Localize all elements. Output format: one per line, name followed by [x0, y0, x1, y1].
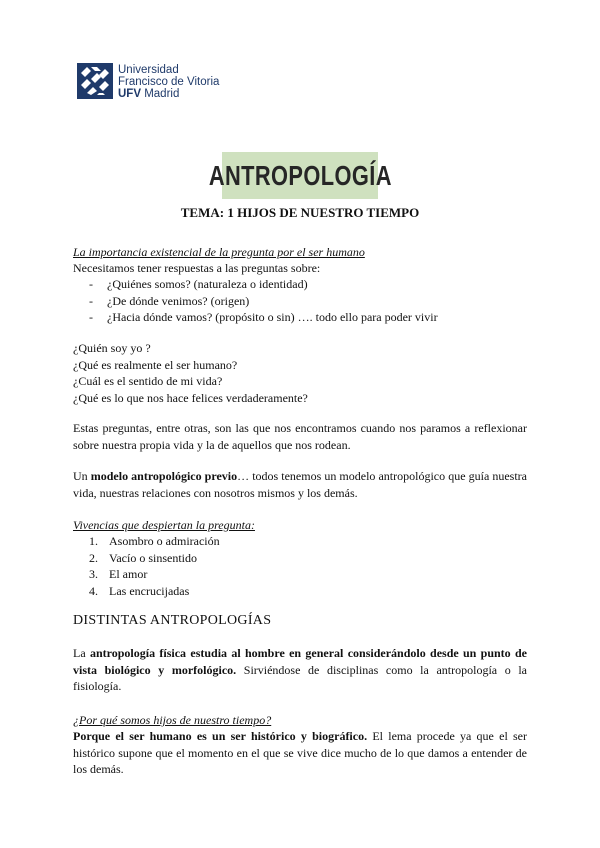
section-heading-importance: La importancia existencial de la pregunta por el ser humano: [73, 245, 365, 259]
list-number: 3.: [89, 567, 98, 581]
text-run: El lema procede ya que el ser histórico supone que el momento en el que se vive dice mucho de lo que damos a entender de los demás.: [73, 729, 528, 776]
questions-dash-list: [89, 276, 438, 326]
logo-line-1: Universidad: [118, 64, 179, 76]
list-item: [89, 583, 220, 600]
university-logo: [77, 63, 227, 103]
list-item: [89, 566, 220, 583]
paragraph-physical-anthropology: [73, 645, 527, 695]
question-line: ¿Quién soy yo ?: [73, 341, 151, 355]
list-item: - ¿Hacia dónde vamos? (propósito o sin) …. todo ello para poder vivir: [89, 309, 438, 326]
bold-text-run: antropología física estudia al hombre en general considerándolo desde un punto de vista biológico y morfológico.: [73, 646, 527, 677]
list-number: 4.: [89, 583, 98, 598]
list-item: [89, 533, 220, 550]
list-text: El amor: [109, 567, 148, 581]
paragraph-historical-being: [73, 728, 527, 778]
text-run: Sirviéndose de disciplinas como la antropología o la fisiología.: [73, 662, 527, 693]
question-line: ¿Qué es realmente el ser humano?: [73, 357, 238, 372]
section-intro: Necesitamos tener respuestas a las preguntas sobre:: [73, 261, 321, 275]
question-line: ¿Cuál es el sentido de mi vida?: [73, 374, 223, 388]
ufv-logo-mark-icon: [77, 63, 113, 99]
list-item: - ¿De dónde venimos? (origen): [89, 293, 438, 310]
logo-line-2: Francisco de Vitoria: [118, 76, 220, 88]
heading-distintas-antropologias: DISTINTAS ANTROPOLOGÍAS: [73, 613, 272, 628]
list-item: - ¿Quiénes somos? (naturaleza o identidad): [89, 276, 438, 293]
list-text: Las encrucijadas: [109, 583, 190, 598]
text-run: La: [73, 646, 90, 660]
question-line: ¿Qué es lo que nos hace felices verdaderamente?: [73, 390, 308, 405]
text-run: Un: [73, 469, 91, 483]
title-banner: [208, 152, 392, 199]
paragraph-model: [73, 468, 527, 501]
questions-block: [73, 340, 527, 406]
page-title: ANTROPOLOGÍA: [208, 159, 392, 191]
bold-text-run: modelo antropológico previo: [90, 469, 238, 483]
logo-ufv: UFV: [118, 88, 141, 100]
bold-text-run: Porque el ser humano es un ser histórico y biográfico.: [73, 729, 368, 743]
list-number: 1.: [89, 534, 98, 548]
paragraph-reflection: Estas preguntas, entre otras, son las que nos encontramos cuando nos paramos a reflexionar sobre nuestra propia vida y la de aquellos que nos rodean.: [73, 421, 527, 452]
logo-madrid: Madrid: [141, 88, 180, 100]
vivencias-numbered-list: [89, 533, 220, 599]
list-text: Vacío o sinsentido: [109, 550, 197, 565]
topic-heading: TEMA: 1 HIJOS DE NUESTRO TIEMPO: [180, 205, 420, 220]
text-run: … todos tenemos un modelo antropológico que guía nuestra vida, nuestras relaciones con nosotros mismos y los demás.: [73, 469, 527, 500]
list-item: [89, 550, 220, 567]
logo-text: [118, 64, 219, 100]
list-number: 2.: [89, 550, 98, 565]
logo-line-3: [118, 88, 219, 100]
section-heading-vivencias: Vivencias que despiertan la pregunta:: [73, 518, 255, 532]
list-text: Asombro o admiración: [109, 534, 220, 548]
section-heading-hijos: ¿Por qué somos hijos de nuestro tiempo?: [73, 713, 272, 727]
